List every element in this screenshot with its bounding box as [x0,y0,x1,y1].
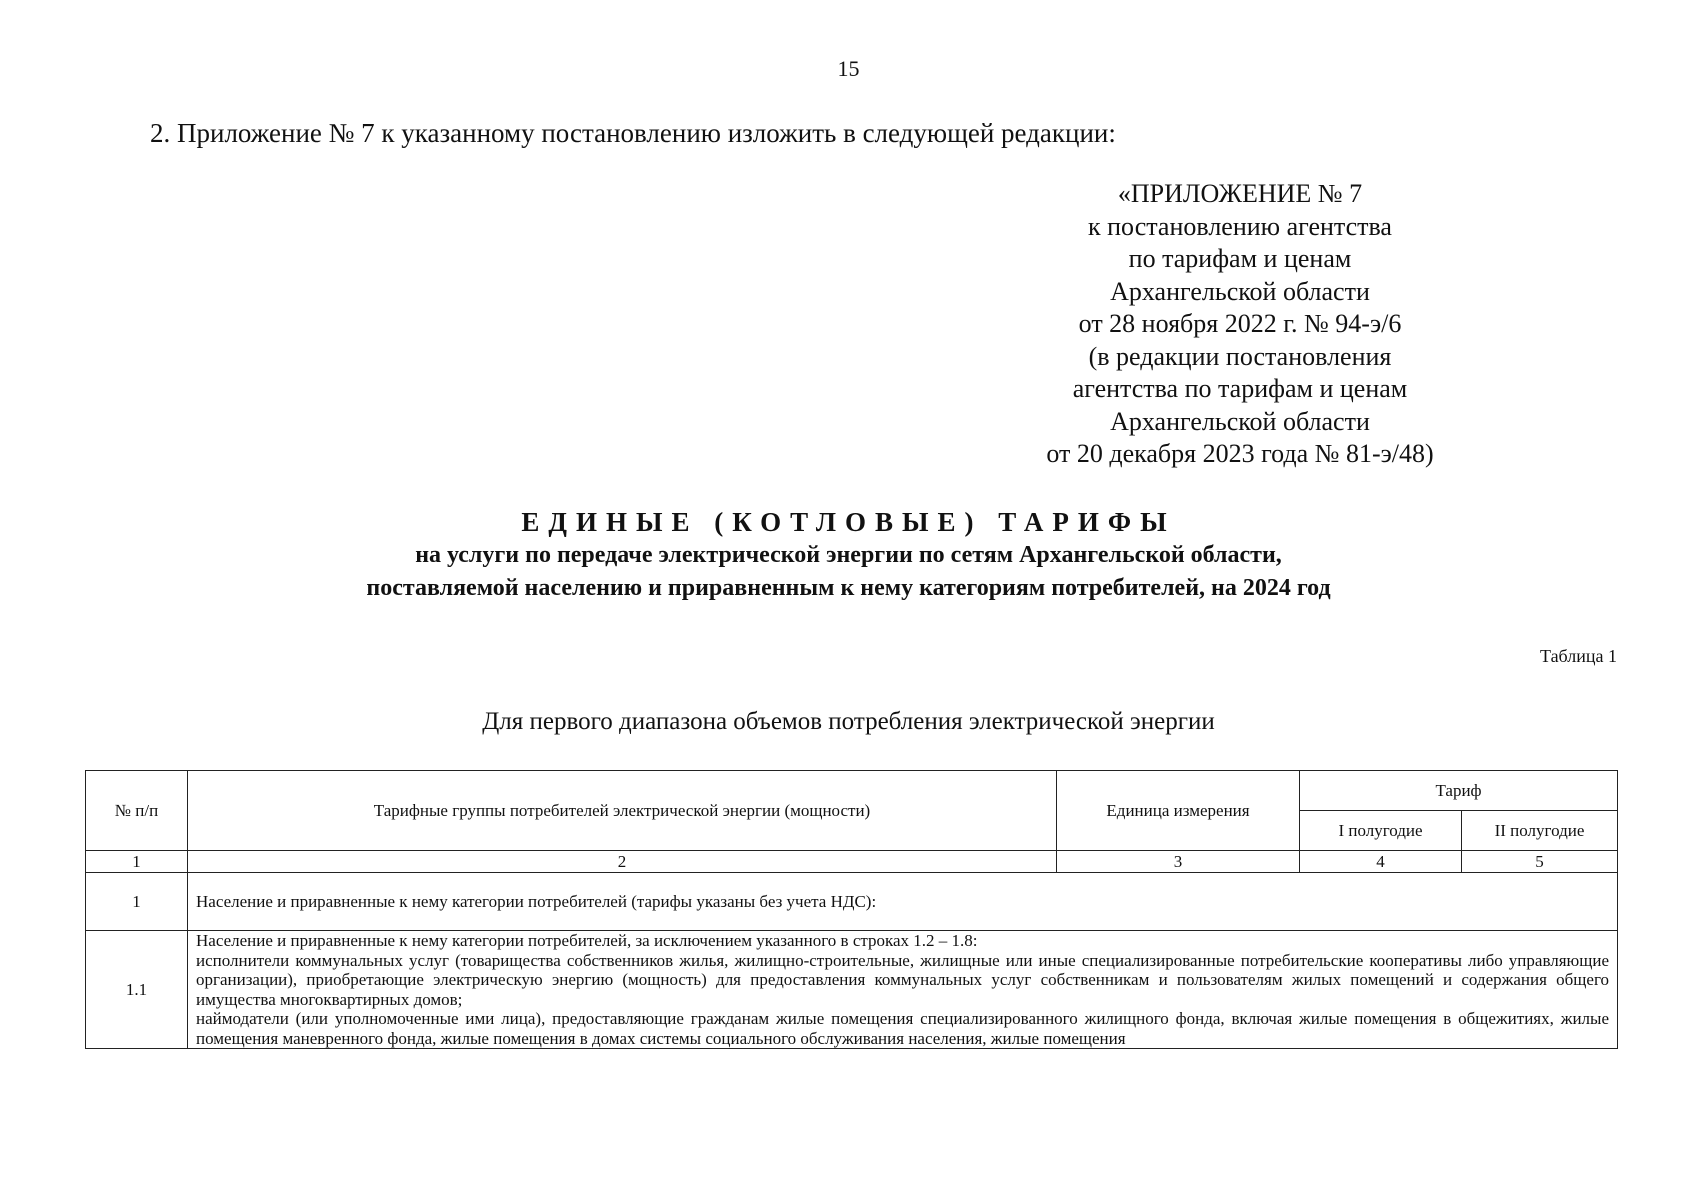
row-description [188,931,1618,1049]
column-number: 4 [1300,851,1462,873]
title-subtitle-line-1: на услуги по передаче электрической энергии по сетям Архангельской области, [415,542,1282,568]
row-paragraph: исполнители коммунальных услуг (товарищества собственников жилья, жилищно-строительные, жилищные или иные специализированные потребительские кооперативы либо управляющие организации), приобретающие электрическую энергию (мощность) для предоставления коммунальных услуг собственникам и пользователям жилых помещений и содержания общего имущества многоквартирных домов; [196,950,1609,1009]
title-main: ЕДИНЫЕ (КОТЛОВЫЕ) ТАРИФЫ [521,507,1176,537]
table-row [86,873,1618,931]
tariff-table [85,770,1618,1049]
column-number: 5 [1462,851,1618,873]
row-number: 1.1 [86,931,188,1049]
appendix-line: «ПРИЛОЖЕНИЕ № 7 [1117,179,1363,208]
appendix-line: от 28 ноября 2022 г. № 94-э/6 [1078,309,1402,338]
header-unit: Единица измерения [1057,771,1300,851]
appendix-heading [1000,178,1480,471]
header-tariff: Тариф [1300,771,1618,811]
row-description: Население и приравненные к нему категории потребителей (тарифы указаны без учета НДС): [188,873,1618,931]
row-paragraph: Население и приравненные к нему категории потребителей, за исключением указанного в строках 1.2 – 1.8: [196,931,978,950]
appendix-line: к постановлению агентства [1088,211,1392,241]
column-number: 2 [188,851,1057,873]
header-tariff-groups: Тарифные группы потребителей электрической энергии (мощности) [188,771,1057,851]
table-row [86,931,1618,1049]
intro-paragraph: 2. Приложение № 7 к указанному постановлению изложить в следующей редакции: [150,118,1116,148]
appendix-line: Архангельской области [1110,276,1370,306]
header-first-half: I полугодие [1300,811,1462,851]
table-label: Таблица 1 [1540,646,1617,666]
header-second-half: II полугодие [1462,811,1618,851]
header-number: № п/п [86,771,188,851]
column-number-row [86,851,1618,873]
column-number: 1 [86,851,188,873]
document-title [0,505,1697,605]
row-paragraph: наймодатели (или уполномоченные ими лица), предоставляющие гражданам жилые помещения специализированного жилищного фонда, включая жилые помещения в общежитиях, жилые помещения маневренного фонда, жилые помещения в домах системы социального обслуживания населения, жилые помещения [196,1009,1609,1048]
appendix-line: (в редакции постановления [1088,341,1392,371]
column-number: 3 [1057,851,1300,873]
title-subtitle-line-2: поставляемой населению и приравненным к нему категориям потребителей, на 2024 год [366,575,1331,601]
appendix-line: агентства по тарифам и ценам [1072,374,1408,403]
appendix-line: от 20 декабря 2023 года № 81-э/48) [1046,439,1434,468]
row-number: 1 [86,873,188,931]
page-number: 15 [837,56,860,81]
range-title: Для первого диапазона объемов потребления электрической энергии [482,708,1215,735]
appendix-line: Архангельской области [1110,406,1370,436]
appendix-line: по тарифам и ценам [1128,244,1352,273]
